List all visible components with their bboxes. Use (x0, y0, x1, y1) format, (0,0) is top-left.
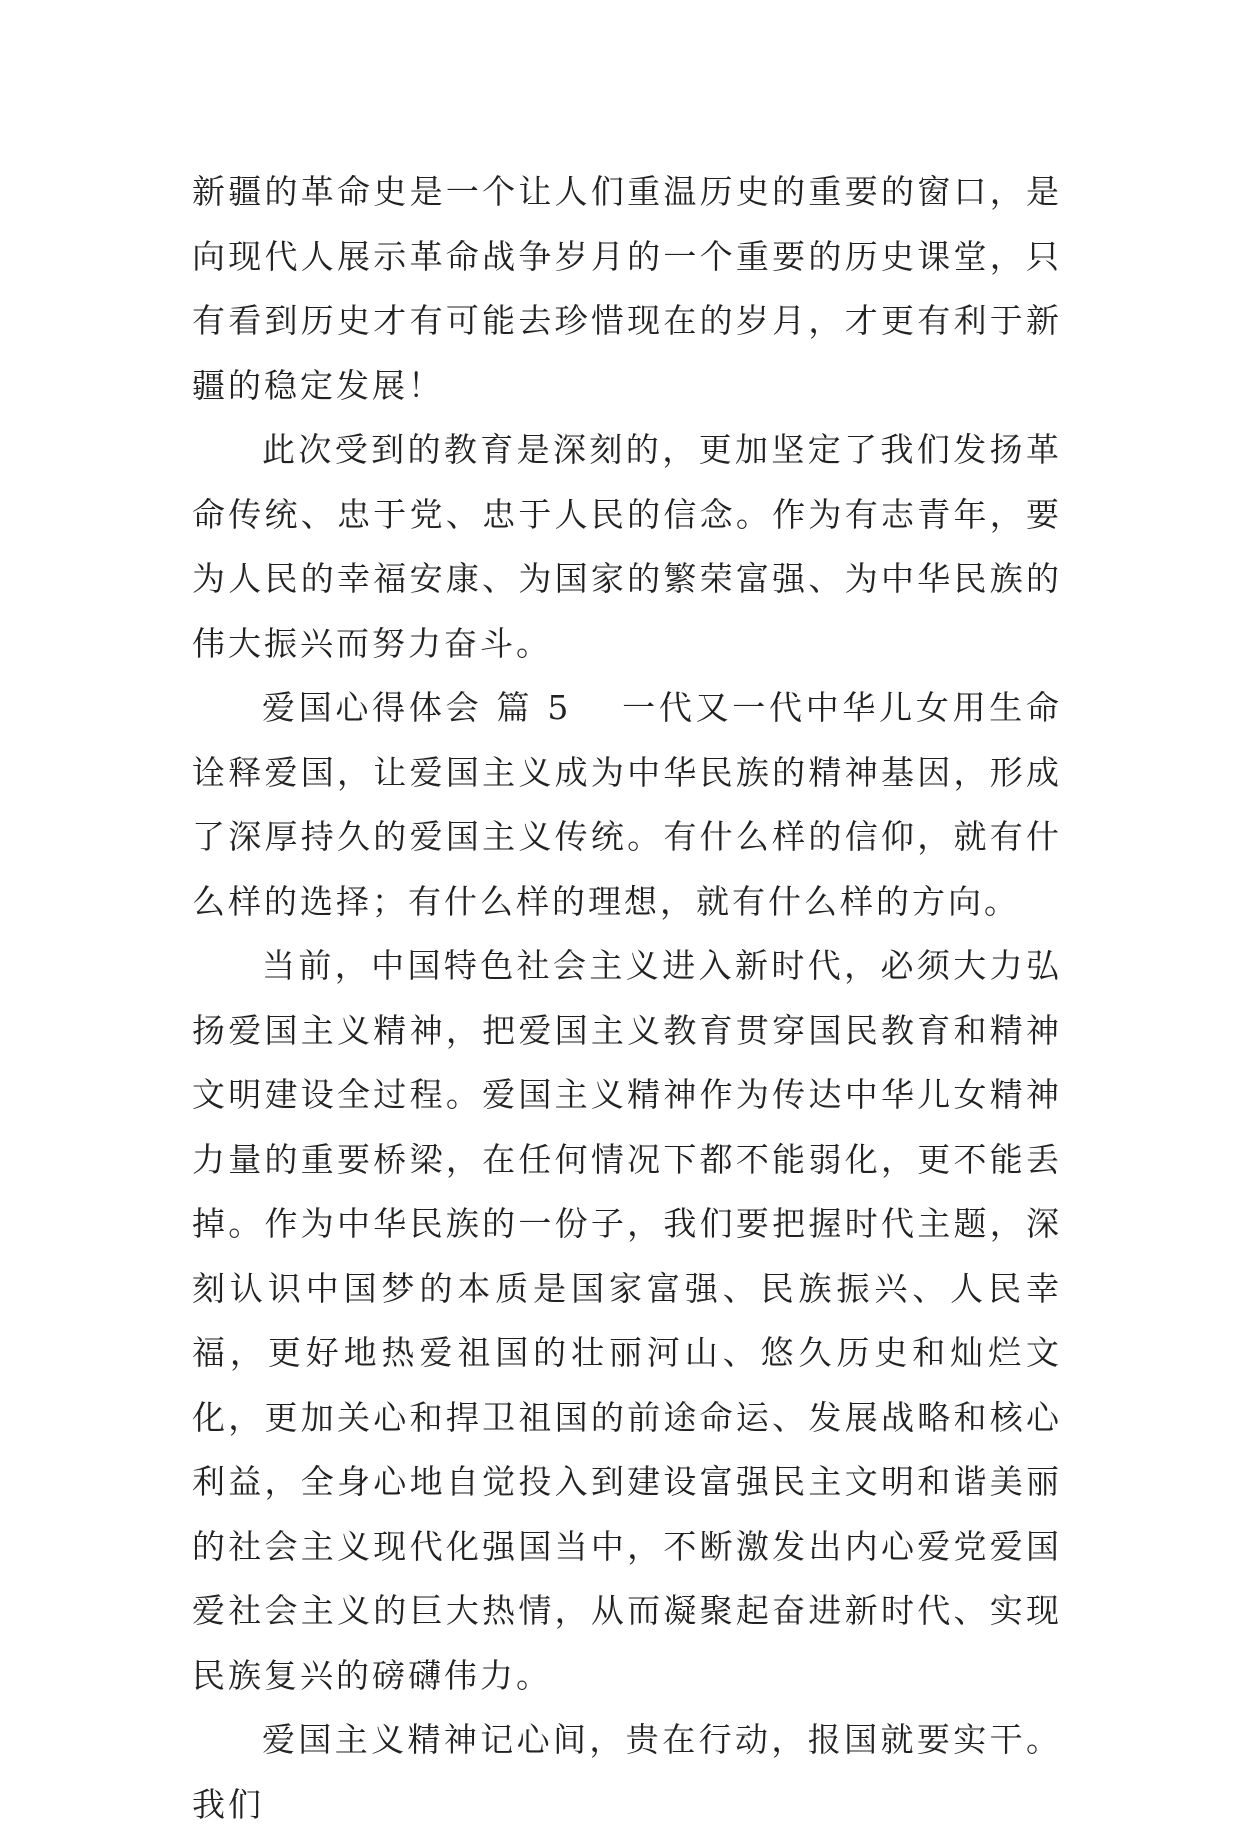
section-heading: 爱国心得体会 篇 5 (262, 688, 572, 727)
paragraph-action: 爱国主义精神记心间，贵在行动，报国就要实干。我们 (192, 1720, 1062, 1824)
paragraph-xinjiang-history: 新疆的革命史是一个让人们重温历史的重要的窗口，是向现代人展示革命战争岁月的一个重要的历史课堂，只有看到历史才有可能去珍惜现在的岁月，才更有利于新疆的稳定发展！ (192, 172, 1062, 405)
paragraph-new-era: 当前，中国特色社会主义进入新时代，必须大力弘扬爱国主义精神，把爱国主义教育贯穿国民教育和精神文明建设全过程。爱国主义精神作为传达中华儿女精神力量的重要桥梁，在任何情况下都不能弱化，更不能丢掉。作为中华民族的一份子，我们要把握时代主题，深刻认识中国梦的本质是国家富强、民族振兴、人民幸福，更好地热爱祖国的壮丽河山、悠久历史和灿烂文化，更加关心和捍卫祖国的前途命运、发展战略和核心利益，全身心地自觉投入到建设富强民主文明和谐美丽的社会主义现代化强国当中，不断激发出内心爱党爱国爱社会主义的巨大热情，从而凝聚起奋进新时代、实现民族复兴的磅礴伟力。 (192, 946, 1062, 1695)
paragraph-education: 此次受到的教育是深刻的，更加坚定了我们发扬革命传统、忠于党、忠于人民的信念。作为有志青年，要为人民的幸福安康、为国家的繁荣富强、为中华民族的伟大振兴而努力奋斗。 (192, 430, 1062, 663)
section-lead-text: 一代又一代中华儿女用生命诠释爱国，让爱国主义成为中华民族的精神基因，形成了深厚持久的爱国主义传统。有什么样的信仰，就有什么样的选择；有什么样的理想，就有什么样的方向。 (192, 688, 1063, 921)
section-5-paragraph (192, 676, 1062, 934)
document-body (192, 160, 1062, 1837)
